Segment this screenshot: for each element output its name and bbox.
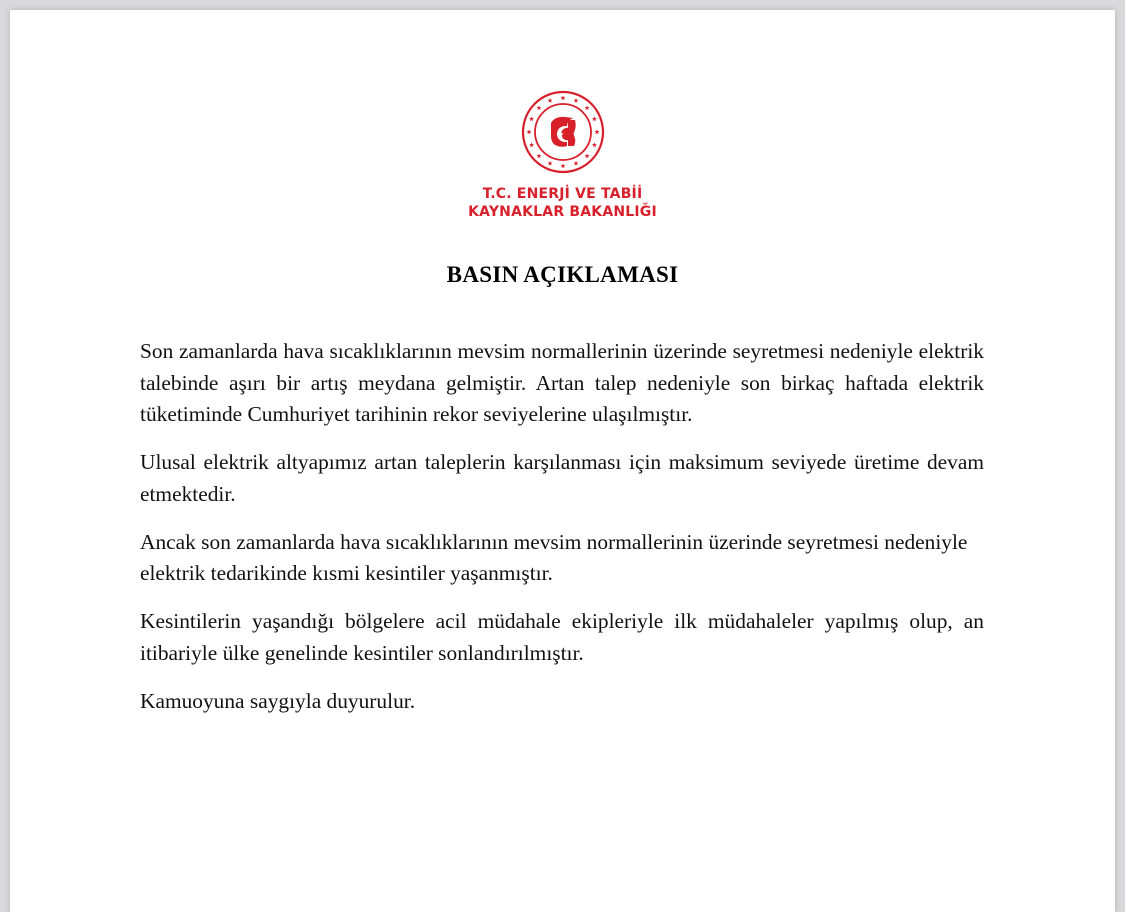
star-icon: [547, 161, 552, 166]
star-icon: [536, 153, 541, 158]
star-icon: [591, 116, 596, 121]
star-icon: [594, 129, 599, 134]
star-icon: [560, 95, 565, 100]
page-title: BASIN AÇIKLAMASI: [446, 262, 679, 287]
star-icon: [591, 142, 596, 147]
star-icon: [529, 116, 534, 121]
star-icon: [547, 98, 552, 103]
org-name-line-2: KAYNAKLAR BAKANLIĞI: [468, 204, 657, 220]
paragraph-2: Ulusal elektrik altyapımız artan taleplerin karşılanması için maksimum seviyede üretime devam etmektedir.: [140, 450, 984, 506]
star-icon: [536, 105, 541, 110]
star-icon: [584, 153, 589, 158]
paragraph-4: Kesintilerin yaşandığı bölgelere acil müdahale ekipleriyle ilk müdahaleler yapılmış olup, an itibariyle ülke genelinde kesintiler sonlandırılmıştır.: [140, 609, 984, 665]
ministry-emblem-icon: [521, 90, 605, 174]
star-icon: [573, 98, 578, 103]
paragraph-3: Ancak son zamanlarda hava sıcaklıklarının mevsim normallerinin üzerinde seyretmesi nedeniyle elektrik tedarikinde kısmi kesintiler yaşanmıştır.: [140, 529, 968, 585]
press-release-body: [140, 336, 984, 734]
paragraph-1: Son zamanlarda hava sıcaklıklarının mevsim normallerinin üzerinde seyretmesi nedeniyle elektrik talebinde aşırı bir artış meydana gelmiştir. Artan talep nedeniyle son birkaç haftada elektrik tüketiminde Cumhuriyet tarihinin rekor seviyelerine ulaşılmıştır.: [140, 339, 984, 426]
org-name-line-1: T.C. ENERJİ VE TABİİ: [482, 186, 643, 202]
star-icon: [529, 142, 534, 147]
star-icon: [560, 163, 565, 168]
document-page: [10, 10, 1115, 912]
star-icon: [584, 105, 589, 110]
star-icon: [573, 161, 578, 166]
star-icon: [526, 129, 531, 134]
closing-line: Kamuoyuna saygıyla duyurulur.: [140, 688, 416, 713]
ministry-logo: [10, 90, 1115, 221]
